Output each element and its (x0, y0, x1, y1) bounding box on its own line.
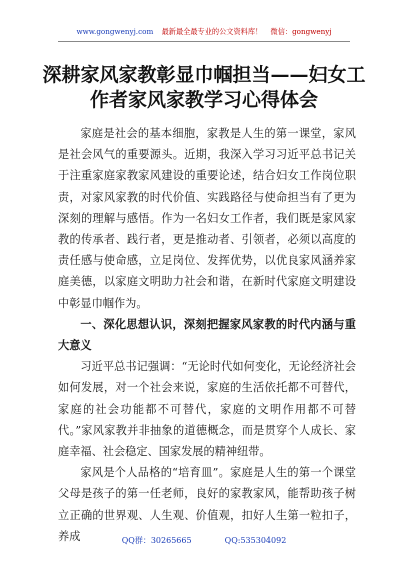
section-1-paragraph: 家风是个人品格的“培育皿”。家庭是人生的第一个课堂父母是孩子的第一任老师，良好的家教家风，能帮助孩子树立正确的世界观、人生观、价值观，扣好人生第一粒扣子，养成 (58, 466, 356, 543)
header-wechat: 微信：gongwenyj (270, 27, 332, 36)
document-body (58, 123, 356, 547)
header-divider (58, 41, 350, 42)
page-header (0, 27, 408, 37)
document-title: 深耕家风家教彰显巾帼担当——妇女工作者家风家教学习心得体会 (42, 64, 366, 111)
footer-qq: QQ:535304092 (224, 536, 287, 545)
header-slogan: 最新最全最专业的公文资料库！ (161, 27, 263, 36)
page-footer (0, 535, 408, 546)
intro-paragraph: 家庭是社会的基本细胞，家教是人生的第一课堂，家风是社会风气的重要源头。近期，我深入学习习近平总书记关于注重家庭家教家风建设的重要论述，结合妇女工作岗位职责，对家风家教的时代价值、实践路径与使命担当有了更为深刻的理解与感悟。作为一名妇女工作者，我们既是家风家教的传承者、践行者，更是推动者、引领者，必须以高度的责任感与使命感，立足岗位、发挥优势，以优良家风涵养家庭美德，以家庭文明助力社会和谐，在新时代家庭文明建设中彰显巾帼作为。 (58, 127, 356, 310)
section-1-heading: 一、深化思想认识，深刻把握家风家教的时代内涵与重大意义 (58, 317, 356, 353)
header-url[interactable]: www.gongwenyj.com (76, 27, 154, 36)
footer-qq-group: QQ群：30265665 (121, 536, 192, 545)
section-1-paragraph: 习近平总书记强调：“无论时代如何变化，无论经济社会如何发展，对一个社会来说，家庭的生活依托都不可替代，家庭的社会功能都不可替代，家庭的文明作用都不可替代。”家风家教并非抽象的道德概念，而是贯穿个人成长、家庭幸福、社会稳定、国家发展的精神纽带。 (58, 360, 356, 459)
